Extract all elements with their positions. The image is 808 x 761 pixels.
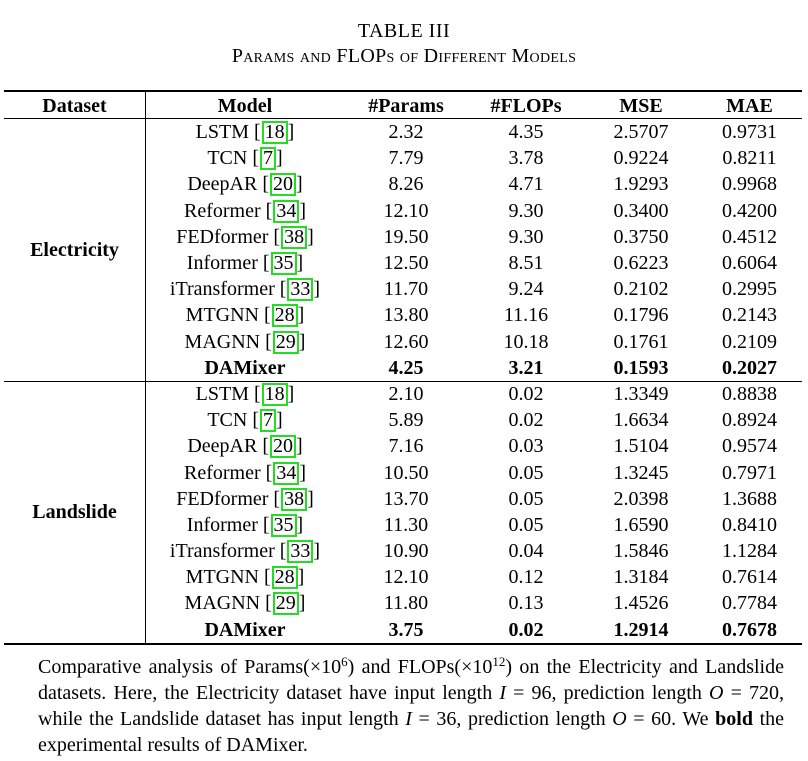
header-flops: #FLOPs: [490, 95, 562, 117]
mae-cell: 0.2027: [722, 356, 777, 379]
caption-bold-word: bold: [715, 708, 753, 730]
flops-cell: 10.18: [503, 330, 549, 353]
model-name: FEDformer: [176, 487, 269, 510]
mae-cell: 0.7971: [722, 461, 777, 484]
model-name: DeepAR: [187, 435, 258, 458]
model-name: TCN: [207, 147, 248, 170]
model-cell: MTGNN [ 28 ]: [185, 304, 305, 327]
header-mae: MAE: [726, 95, 773, 117]
mse-cell: 0.1796: [613, 304, 669, 327]
mae-cell: 0.8211: [722, 147, 777, 170]
table-row: [4, 119, 802, 145]
mae-cell: 0.2109: [722, 330, 777, 353]
flops-cell: 3.21: [508, 356, 544, 379]
bottom-rule: [4, 643, 802, 645]
mae-cell: 0.9731: [722, 121, 777, 144]
mae-cell: 0.9968: [722, 173, 777, 196]
caption-text: ) and FLOPs(: [347, 656, 462, 678]
caption-variable: O: [709, 682, 724, 704]
caption-variable: I: [499, 682, 506, 704]
params-cell: 7.16: [388, 435, 424, 458]
model-cell: DeepAR [ 20 ]: [187, 435, 303, 458]
model-cell: MTGNN [ 28 ]: [185, 566, 305, 589]
model-cell: iTransformer [ 33 ]: [169, 540, 321, 563]
citation-link[interactable]: 7: [260, 147, 276, 170]
model-name: iTransformer: [169, 278, 275, 301]
mae-cell: 0.7614: [722, 566, 777, 589]
header-mse: MSE: [619, 95, 663, 117]
params-cell: 19.50: [383, 225, 429, 248]
mae-cell: 1.1284: [722, 540, 777, 563]
citation-link[interactable]: 18: [262, 121, 288, 144]
mae-cell: 0.8838: [722, 382, 777, 405]
caption-math: ×10: [461, 656, 493, 678]
flops-cell: 0.04: [508, 540, 544, 563]
params-cell: 7.79: [388, 147, 424, 170]
flops-cell: 0.02: [508, 409, 544, 432]
citation-link[interactable]: 33: [287, 278, 313, 301]
citation-link[interactable]: 20: [270, 173, 296, 196]
flops-cell: 0.05: [508, 513, 544, 536]
caption-text: the experimental results of DAMixer.: [38, 708, 784, 756]
model-cell: [145, 355, 345, 381]
flops-cell: 0.13: [508, 592, 544, 615]
top-rule: [4, 90, 802, 92]
model-name: Reformer: [184, 461, 261, 484]
citation-link[interactable]: 20: [270, 435, 296, 458]
flops-cell: 4.71: [508, 173, 544, 196]
caption-text: = 36, prediction length: [411, 708, 613, 730]
params-cell: 12.10: [383, 566, 429, 589]
params-cell: 5.89: [388, 409, 424, 432]
model-name: MAGNN: [184, 330, 261, 353]
params-cell: 4.25: [388, 356, 424, 379]
mae-cell: 0.4200: [722, 199, 777, 222]
params-cell: 10.50: [383, 461, 429, 484]
flops-cell: 4.35: [508, 121, 544, 144]
table-row: [4, 381, 802, 407]
mae-cell: 0.2995: [722, 278, 777, 301]
model-cell: FEDformer [ 38 ]: [176, 225, 314, 248]
flops-cell: 8.51: [508, 252, 544, 275]
model-name: DAMixer: [204, 356, 286, 379]
mse-cell: 2.0398: [613, 487, 669, 510]
model-cell: LSTM [ 18 ]: [195, 382, 295, 405]
caption-exponent: 6: [341, 654, 348, 669]
caption-exponent: 12: [492, 654, 506, 669]
params-cell: 11.80: [383, 592, 429, 615]
model-name: DeepAR: [187, 173, 258, 196]
model-cell: FEDformer [ 38 ]: [176, 487, 314, 510]
table-caption: [38, 654, 784, 758]
mse-cell: 1.2914: [613, 618, 669, 641]
flops-cell: 9.30: [508, 225, 544, 248]
flops-cell: 0.12: [508, 566, 544, 589]
mse-cell: 1.4526: [613, 592, 669, 615]
params-cell: 12.10: [383, 199, 429, 222]
citation-link[interactable]: 34: [273, 200, 299, 223]
citation-link[interactable]: 35: [271, 252, 297, 275]
header-params: #Params: [368, 95, 444, 117]
caption-math: ×10: [309, 656, 342, 678]
model-cell: MAGNN [ 29 ]: [184, 592, 306, 615]
mse-cell: 0.6223: [613, 252, 669, 275]
mae-cell: 0.4512: [722, 225, 777, 248]
model-name: iTransformer: [169, 540, 275, 563]
model-name: FEDformer: [176, 225, 269, 248]
model-name: LSTM: [195, 382, 249, 405]
flops-cell: 9.30: [508, 199, 544, 222]
citation-link[interactable]: 7: [260, 409, 276, 432]
params-cell: 8.26: [388, 173, 424, 196]
model-cell: [145, 617, 345, 643]
flops-cell: 0.02: [508, 382, 544, 405]
mse-cell: 0.3750: [613, 225, 669, 248]
caption-variable: O: [612, 708, 627, 730]
mae-cell: 0.2143: [722, 304, 777, 327]
header-dataset: Dataset: [42, 95, 107, 117]
mse-cell: 1.3184: [613, 566, 669, 589]
flops-cell: 0.03: [508, 435, 544, 458]
mse-cell: 0.1761: [613, 330, 669, 353]
params-cell: 2.32: [388, 121, 424, 144]
mse-cell: 1.6634: [613, 409, 669, 432]
params-cell: 2.10: [388, 382, 424, 405]
caption-text: ) on the Electricity and Landslide datasets. Here, the Electricity dataset have input length: [38, 656, 784, 704]
mse-cell: 1.6590: [613, 513, 669, 536]
mae-cell: 0.9574: [722, 435, 777, 458]
citation-link[interactable]: 38: [281, 488, 307, 511]
citation-link[interactable]: 29: [273, 592, 299, 615]
params-cell: 13.70: [383, 487, 429, 510]
table-body: [4, 119, 802, 643]
dataset-label: Landslide: [32, 500, 117, 523]
mae-cell: 0.7678: [722, 618, 777, 641]
header-model: Model: [217, 95, 273, 117]
params-cell: 10.90: [383, 540, 429, 563]
caption-text: = 96, prediction length: [506, 682, 710, 704]
model-name: Informer: [186, 513, 258, 536]
model-name: DAMixer: [204, 618, 286, 641]
model-cell: TCN [ 7 ]: [207, 147, 283, 170]
model-name: MTGNN: [185, 566, 259, 589]
citation-link[interactable]: 35: [271, 514, 297, 537]
mse-cell: 1.3245: [613, 461, 669, 484]
citation-link[interactable]: 18: [262, 383, 288, 406]
caption-text: = 720, while the Landslide dataset has input length: [38, 682, 785, 730]
mae-cell: 1.3688: [722, 487, 777, 510]
citation-link[interactable]: 28: [272, 304, 298, 327]
params-cell: 3.75: [388, 618, 424, 641]
table-title: Params and FLOPs of Different Models: [231, 45, 577, 67]
model-cell: DeepAR [ 20 ]: [187, 173, 303, 196]
model-name: MTGNN: [185, 304, 259, 327]
citation-link[interactable]: 28: [272, 566, 298, 589]
results-table: [4, 93, 802, 643]
citation-link[interactable]: 29: [273, 331, 299, 354]
mae-cell: 0.7784: [722, 592, 777, 615]
mse-cell: 1.5846: [613, 540, 669, 563]
model-name: TCN: [207, 409, 248, 432]
citation-link[interactable]: 33: [287, 540, 313, 563]
mae-cell: 0.6064: [722, 252, 777, 275]
citation-link[interactable]: 38: [281, 226, 307, 249]
caption-text: = 60. We: [626, 708, 716, 730]
caption-text: Comparative analysis of Params(: [38, 656, 310, 678]
model-name: Reformer: [184, 199, 261, 222]
model-cell: Reformer [ 34 ]: [184, 199, 306, 222]
citation-link[interactable]: 34: [273, 462, 299, 485]
model-cell: Informer [ 35 ]: [186, 252, 304, 275]
dataset-label: Electricity: [30, 238, 119, 261]
model-cell: TCN [ 7 ]: [207, 409, 283, 432]
mse-cell: 1.9293: [613, 173, 669, 196]
header-row: [4, 93, 802, 119]
model-cell: iTransformer [ 33 ]: [169, 278, 321, 301]
params-cell: 12.60: [383, 330, 429, 353]
mae-cell: 0.8924: [722, 409, 777, 432]
params-cell: 11.30: [383, 513, 429, 536]
model-cell: Informer [ 35 ]: [186, 513, 304, 536]
model-cell: Reformer [ 34 ]: [184, 461, 306, 484]
params-cell: 12.50: [383, 252, 429, 275]
mse-cell: 1.3349: [613, 382, 669, 405]
mse-cell: 0.3400: [613, 199, 669, 222]
model-name: Informer: [186, 252, 258, 275]
model-cell: MAGNN [ 29 ]: [184, 330, 306, 353]
mse-cell: 1.5104: [613, 435, 669, 458]
mse-cell: 0.9224: [613, 147, 669, 170]
params-cell: 13.80: [383, 304, 429, 327]
flops-cell: 0.05: [508, 461, 544, 484]
model-name: LSTM: [195, 121, 249, 144]
caption-variable: I: [405, 708, 412, 730]
flops-cell: 11.16: [503, 304, 549, 327]
model-cell: LSTM [ 18 ]: [195, 121, 295, 144]
flops-cell: 0.02: [508, 618, 544, 641]
mse-cell: 2.5707: [613, 121, 669, 144]
model-name: MAGNN: [184, 592, 261, 615]
params-cell: 11.70: [383, 278, 429, 301]
mse-cell: 0.2102: [613, 278, 669, 301]
flops-cell: 3.78: [508, 147, 544, 170]
flops-cell: 9.24: [508, 278, 544, 301]
mae-cell: 0.8410: [722, 513, 777, 536]
mse-cell: 0.1593: [613, 356, 669, 379]
flops-cell: 0.05: [508, 487, 544, 510]
table-number: TABLE III: [357, 20, 451, 42]
